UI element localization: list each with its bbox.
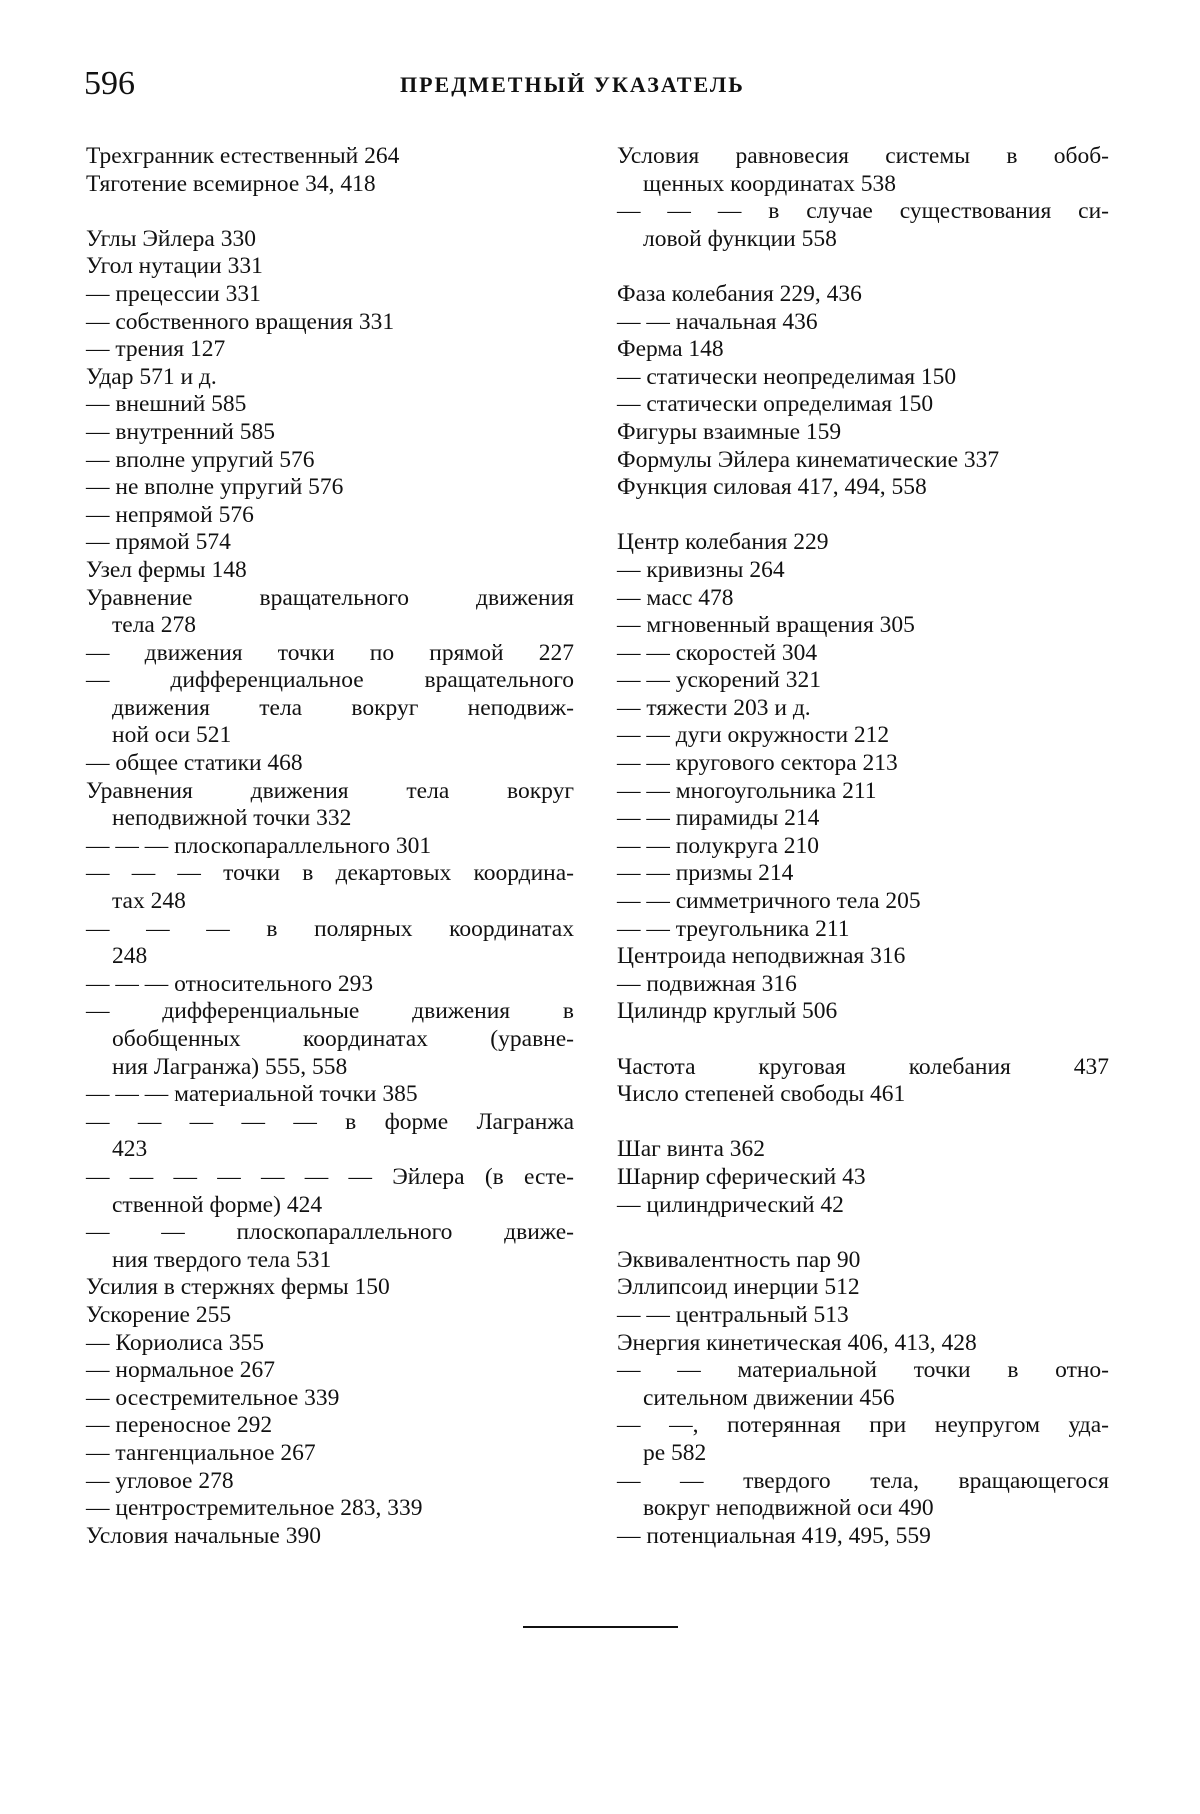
- index-entry: Цилиндр круглый 506: [617, 998, 838, 1025]
- index-entry: — — треугольника 211: [617, 915, 850, 942]
- index-entry: — — пирамиды 214: [617, 805, 820, 832]
- index-entry: щенных координатах 538: [643, 170, 897, 197]
- index-entry: — подвижная 316: [617, 970, 797, 997]
- index-entry: Усилия в стержнях фермы 150: [86, 1274, 390, 1301]
- index-entry: Углы Эйлера 330: [86, 225, 256, 252]
- index-entry: — прямой 574: [86, 529, 231, 556]
- index-entry: ния твердого тела 531: [112, 1246, 332, 1273]
- index-entry: — переносное 292: [86, 1412, 273, 1439]
- index-entry: — тангенциальное 267: [86, 1439, 316, 1466]
- index-entry: — общее статики 468: [86, 750, 303, 777]
- index-entry: ловой функции 558: [643, 225, 837, 252]
- index-entry: — собственного вращения 331: [86, 308, 395, 335]
- index-entry: Центроида неподвижная 316: [617, 943, 906, 970]
- index-entry: Ускорение 255: [86, 1301, 232, 1328]
- running-head: ПРЕДМЕТНЫЙ УКАЗАТЕЛЬ: [400, 72, 745, 97]
- index-entry: Частота круговая колебания 437: [617, 1053, 1109, 1080]
- index-entry: Удар 571 и д.: [86, 363, 217, 390]
- index-spacer: [617, 502, 1109, 530]
- page-number: 596: [84, 65, 135, 102]
- index-entry: — — — точки в декартовых координа-: [86, 860, 574, 887]
- index-entry: — тяжести 203 и д.: [617, 694, 811, 721]
- index-entry: — цилиндрический 42: [617, 1191, 844, 1218]
- index-entry: — непрямой 576: [86, 501, 254, 528]
- index-entry: Шарнир сферический 43: [617, 1163, 866, 1190]
- index-entry: — прецессии 331: [86, 280, 261, 307]
- index-entry: — — — в полярных координатах: [86, 915, 574, 942]
- index-entry: — статически неопределимая 150: [617, 363, 957, 390]
- index-entry: — масс 478: [617, 584, 734, 611]
- end-rule: [523, 1626, 678, 1628]
- index-entry: — — призмы 214: [617, 860, 794, 887]
- index-entry: — трения 127: [86, 336, 226, 363]
- index-entry: — — материальной точки в отно-: [617, 1357, 1109, 1384]
- index-entry: — центростремительное 283, 339: [86, 1495, 423, 1522]
- index-entry: — — — в случае существования си-: [617, 198, 1109, 225]
- index-entry: Уравнения движения тела вокруг: [86, 777, 574, 804]
- index-entry: — — симметричного тела 205: [617, 888, 921, 915]
- index-entry: тах 248: [112, 888, 186, 915]
- index-entry: Узел фермы 148: [86, 556, 247, 583]
- index-entry: — — — — — — — Эйлера (в есте-: [86, 1163, 574, 1190]
- index-entry: Условия равновесия системы в обоб-: [617, 143, 1109, 169]
- index-entry: — — дуги окружности 212: [617, 722, 890, 749]
- index-entry: Уравнение вращательного движения: [86, 584, 574, 611]
- index-entry: — вполне упругий 576: [86, 446, 315, 473]
- index-entry: Центр колебания 229: [617, 529, 829, 556]
- index-entry: — — начальная 436: [617, 308, 818, 335]
- index-entry: Формулы Эйлера кинематические 337: [617, 446, 1000, 473]
- index-entry: Трехгранник естественный 264: [86, 143, 400, 169]
- index-entry: — — скоростей 304: [617, 639, 818, 666]
- index-entry: — не вполне упругий 576: [86, 474, 344, 501]
- index-entry: — — твердого тела, вращающегося: [617, 1467, 1109, 1494]
- index-entry: Эквивалентность пар 90: [617, 1246, 861, 1273]
- index-spacer: [86, 198, 574, 226]
- index-spacer: [617, 1219, 1109, 1247]
- index-entry: Фаза колебания 229, 436: [617, 280, 862, 307]
- index-column-left: [86, 143, 574, 1550]
- index-entry: — —, потерянная при неупругом уда-: [617, 1412, 1109, 1439]
- index-entry: движения тела вокруг неподвиж-: [112, 694, 574, 721]
- index-entry: — кривизны 264: [617, 556, 785, 583]
- index-entry: ной оси 521: [112, 722, 232, 749]
- index-entry: 248: [112, 943, 148, 970]
- index-entry: — — центральный 513: [617, 1301, 849, 1328]
- index-entry: — — плоскопараллельного движе-: [86, 1219, 574, 1246]
- index-entry: — угловое 278: [86, 1467, 234, 1494]
- index-entry: — — — — — в форме Лагранжа: [86, 1108, 574, 1135]
- index-entry: — — полукруга 210: [617, 832, 820, 859]
- index-column-right: [617, 143, 1109, 1550]
- index-entry: — — — материальной точки 385: [86, 1081, 418, 1108]
- index-entry: — движения точки по прямой 227: [86, 639, 574, 666]
- index-entry: Эллипсоид инерции 512: [617, 1274, 860, 1301]
- index-entry: неподвижной точки 332: [112, 805, 352, 832]
- index-entry: сительном движении 456: [643, 1384, 895, 1411]
- index-entry: — внешний 585: [86, 391, 247, 418]
- index-spacer: [617, 253, 1109, 281]
- index-spacer: [617, 1026, 1109, 1054]
- index-entry: — — многоугольника 211: [617, 777, 877, 804]
- index-entry: Энергия кинетическая 406, 413, 428: [617, 1329, 977, 1356]
- index-entry: — статически определимая 150: [617, 391, 934, 418]
- index-entry: ственной форме) 424: [112, 1191, 323, 1218]
- index-entry: Функция силовая 417, 494, 558: [617, 474, 927, 501]
- index-entry: ре 582: [643, 1439, 707, 1466]
- index-entry: Условия начальные 390: [86, 1522, 321, 1549]
- index-entry: — Кориолиса 355: [86, 1329, 264, 1356]
- index-entry: — внутренний 585: [86, 418, 275, 445]
- index-entry: — нормальное 267: [86, 1357, 276, 1384]
- index-entry: Ферма 148: [617, 336, 724, 363]
- index-entry: — дифференциальное вращательного: [86, 667, 574, 694]
- index-entry: — — кругового сектора 213: [617, 750, 898, 777]
- index-entry: тела 278: [112, 612, 196, 639]
- index-entry: — — — плоскопараллельного 301: [86, 832, 432, 859]
- index-entry: — дифференциальные движения в: [86, 998, 574, 1025]
- index-entry: Фигуры взаимные 159: [617, 418, 842, 445]
- index-entry: вокруг неподвижной оси 490: [643, 1495, 934, 1522]
- index-entry: — — ускорений 321: [617, 667, 821, 694]
- index-entry: 423: [112, 1136, 148, 1163]
- index-entry: — мгновенный вращения 305: [617, 612, 915, 639]
- index-entry: Угол нутации 331: [86, 253, 263, 280]
- index-entry: ния Лагранжа) 555, 558: [112, 1053, 348, 1080]
- index-entry: Шаг винта 362: [617, 1136, 766, 1163]
- index-entry: — осестремительное 339: [86, 1384, 340, 1411]
- index-entry: Число степеней свободы 461: [617, 1081, 906, 1108]
- index-entry: — потенциальная 419, 495, 559: [617, 1522, 931, 1549]
- index-entry: Тяготение всемирное 34, 418: [86, 170, 376, 197]
- index-spacer: [617, 1109, 1109, 1137]
- index-entry: обобщенных координатах (уравне-: [112, 1026, 574, 1052]
- index-entry: — — — относительного 293: [86, 970, 374, 997]
